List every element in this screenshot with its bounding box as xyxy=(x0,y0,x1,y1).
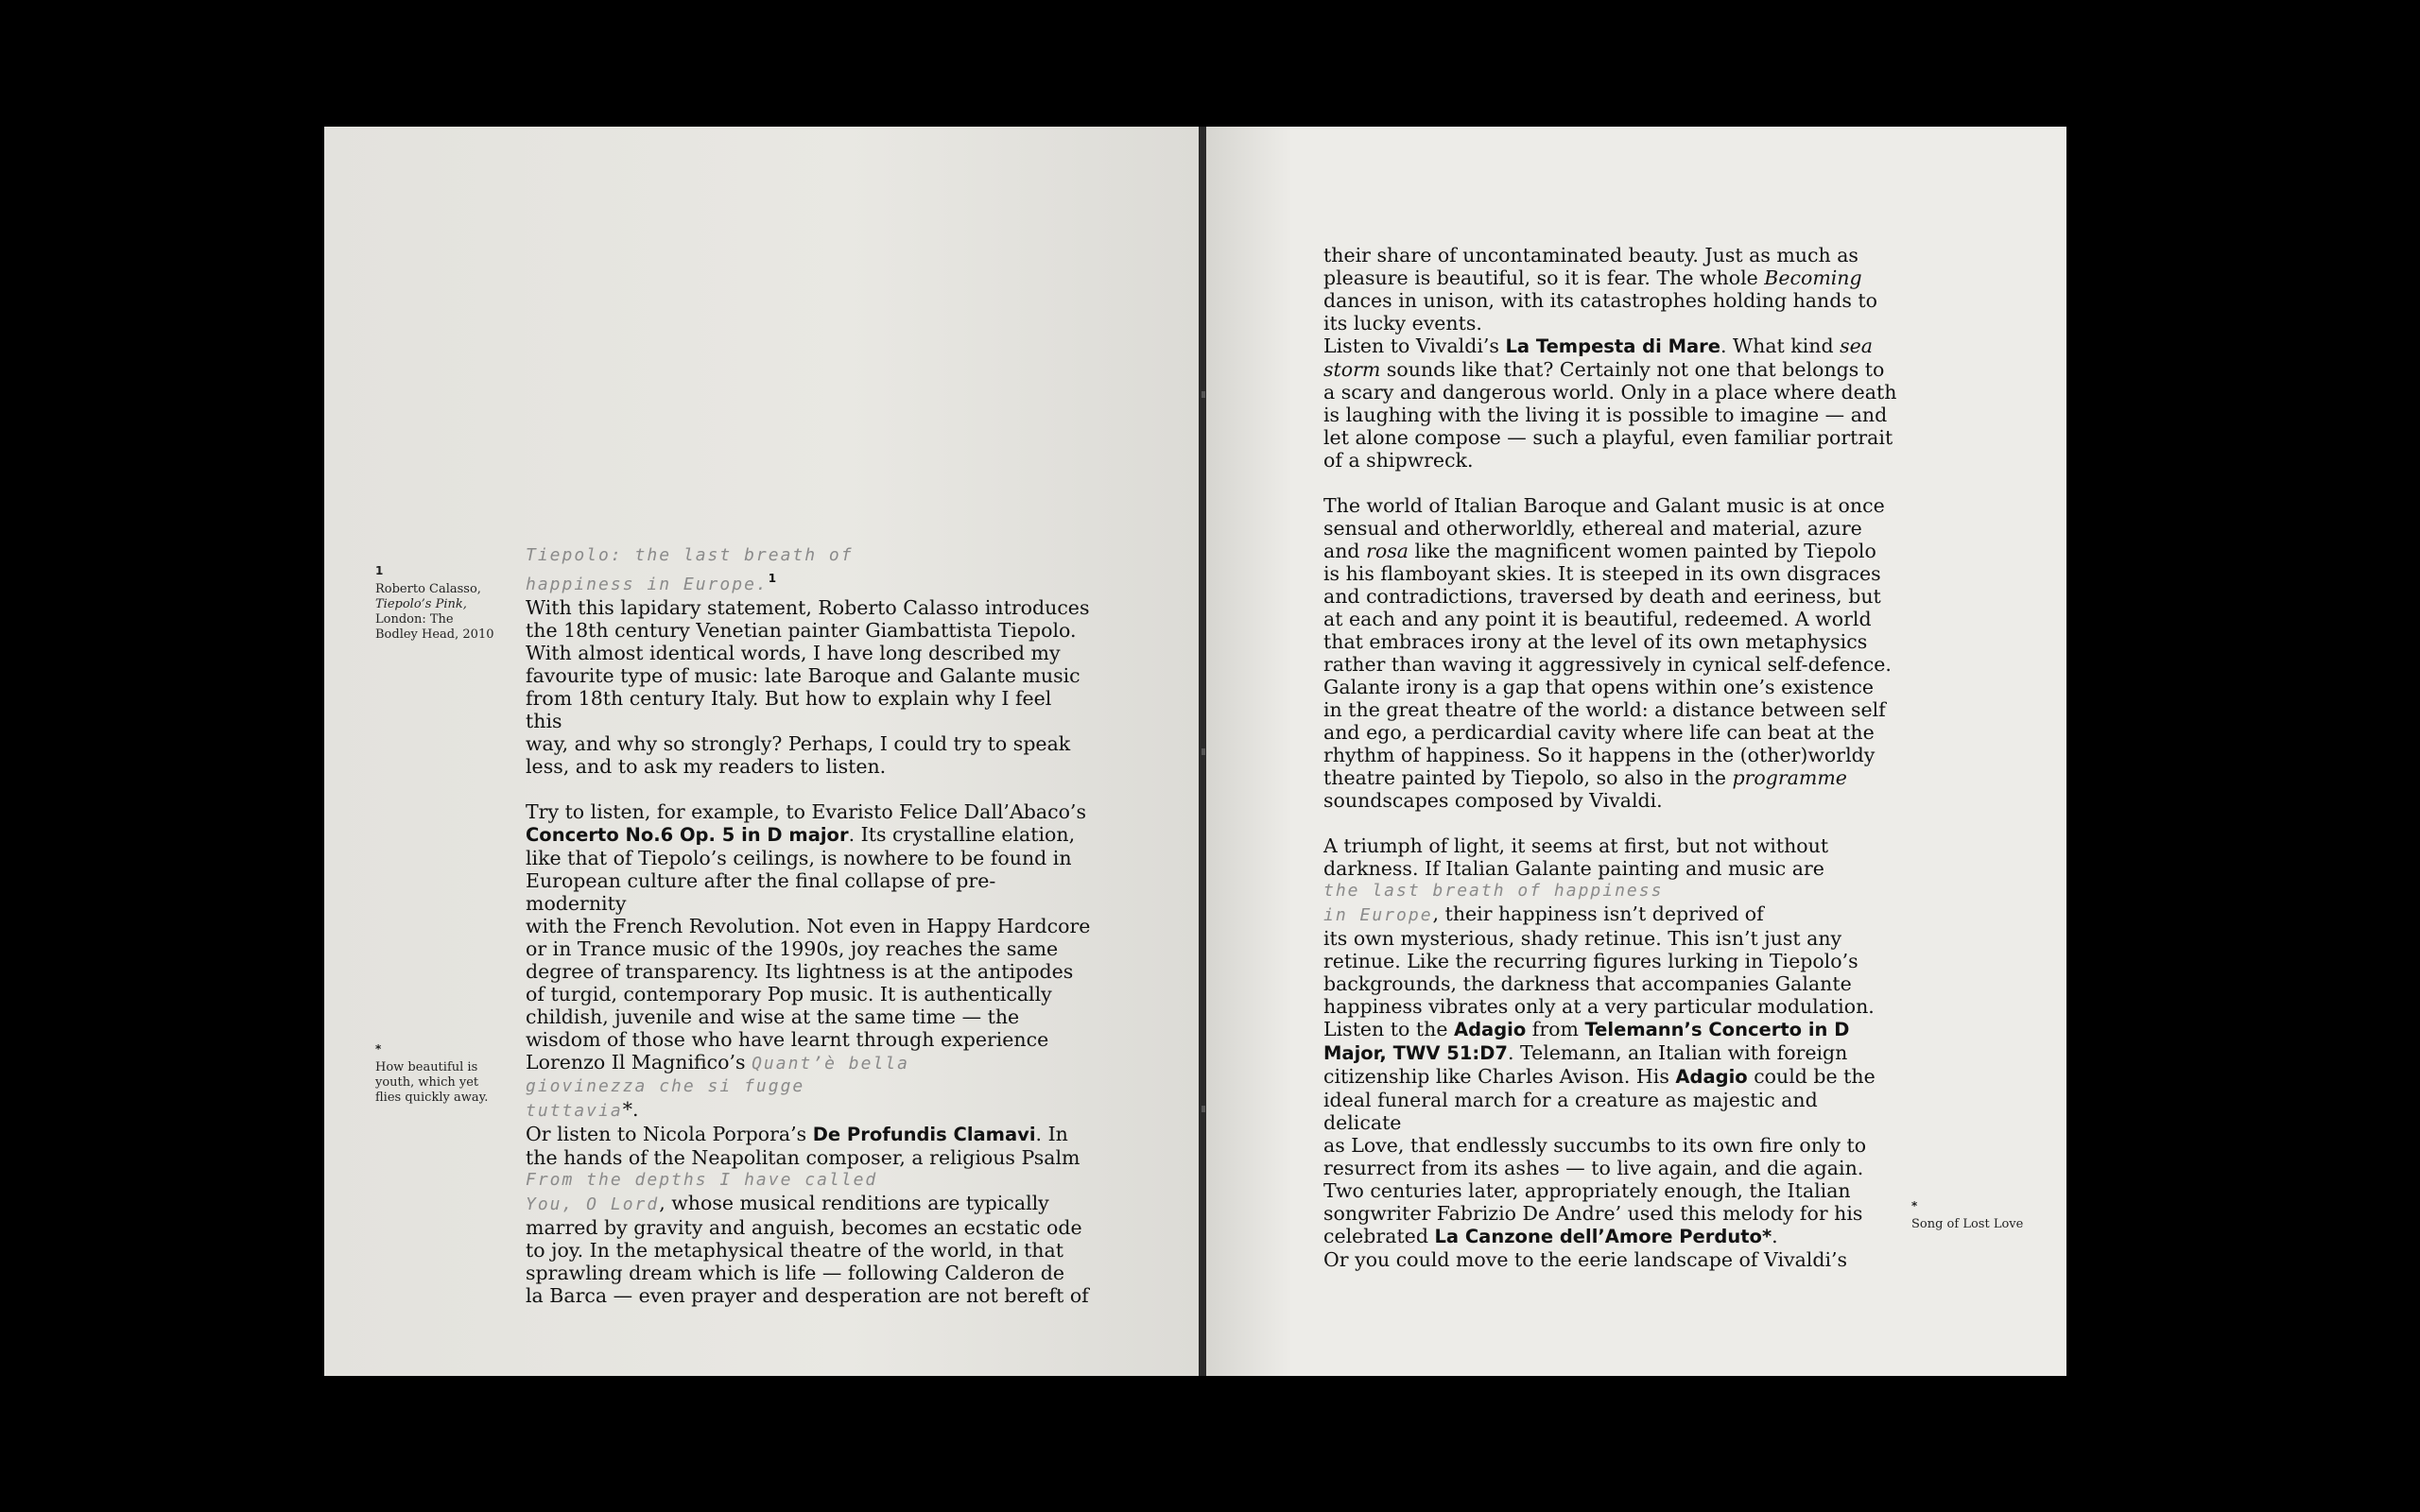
body-text: , their happiness isn’t deprived of xyxy=(1432,902,1764,925)
body-line: sprawling dream which is life — following Calderon de xyxy=(526,1261,1065,1284)
handwritten-quote: in Europe xyxy=(1323,905,1433,925)
body-line: that embraces irony at the level of its own metaphysics xyxy=(1323,630,1868,653)
body-line: ideal funeral march for a creature as majestic and delicate xyxy=(1323,1089,1818,1134)
body-line: la Barca — even prayer and desperation are not bereft of xyxy=(526,1283,1089,1307)
footnote-marker: * xyxy=(1911,1199,1918,1212)
body-line: the hands of the Neapolitan composer, a religious Psalm xyxy=(526,1145,1080,1169)
music-title: La Tempesta di Mare xyxy=(1505,335,1721,357)
body-line: With this lapidary statement, Roberto Calasso introduces xyxy=(526,595,1090,619)
body-line: With almost identical words, I have long described my xyxy=(526,641,1061,664)
emphasis: Becoming xyxy=(1764,266,1862,289)
body-text: theatre painted by Tiepolo, so also in the xyxy=(1323,766,1726,789)
body-text: , whose musical renditions are typically xyxy=(659,1191,1049,1214)
body-line: rather than waving it aggressively in cynical self-defence. xyxy=(1323,653,1892,676)
body-text: pleasure is beautiful, so it is fear. The whole xyxy=(1323,266,1758,289)
body-line: favourite type of music: late Baroque and Galante music xyxy=(526,663,1080,687)
music-title: La Canzone dell’Amore Perduto* xyxy=(1434,1226,1772,1247)
footnote-text: Roberto Calasso, xyxy=(375,582,481,596)
body-text: celebrated xyxy=(1323,1225,1428,1247)
body-text: Listen to the xyxy=(1323,1018,1448,1040)
staple-bottom xyxy=(1201,1106,1205,1112)
body-line: and contradictions, traversed by death and eeriness, but xyxy=(1323,585,1881,608)
body-line: is laughing with the living it is possible to imagine — and xyxy=(1323,404,1888,426)
body-line: The world of Italian Baroque and Galant music is at once xyxy=(1323,494,1885,517)
body-line: as Love, that endlessly succumbs to its own fire only to xyxy=(1323,1134,1867,1157)
staple-middle xyxy=(1201,748,1205,755)
left-text-column xyxy=(526,544,1093,1307)
body-text: Lorenzo Il Magnifico’s xyxy=(526,1050,746,1074)
body-line: Try to listen, for example, to Evaristo Felice Dall’Abaco’s xyxy=(526,799,1086,823)
body-text: sounds like that? Certainly not one that belongs to xyxy=(1386,358,1885,381)
body-line: like that of Tiepolo’s ceilings, is nowhere to be found in xyxy=(526,846,1072,869)
staple-top xyxy=(1201,391,1205,398)
body-line: Or you could move to the eerie landscape of Vivaldi’s xyxy=(1323,1248,1848,1271)
body-line: A triumph of light, it seems at first, but not without xyxy=(1323,834,1829,857)
body-text: *. xyxy=(622,1097,639,1121)
body-text: like the magnificent women painted by Tiepolo xyxy=(1414,540,1876,562)
handwritten-quote: happiness in Europe. xyxy=(526,574,769,594)
body-line: songwriter Fabrizio De Andre’ used this melody for his xyxy=(1323,1202,1863,1225)
body-line: with the French Revolution. Not even in Happy Hardcore xyxy=(526,914,1091,937)
body-line: Galante irony is a gap that opens within one’s existence xyxy=(1323,676,1875,698)
music-title: De Profundis Clamavi xyxy=(812,1123,1036,1145)
body-line: European culture after the final collapse of pre-modernity xyxy=(526,868,996,915)
music-title: Concerto No.6 Op. 5 in D major xyxy=(526,823,849,846)
handwritten-quote: giovinezza che si fugge xyxy=(526,1075,805,1096)
body-text: . What kind xyxy=(1720,335,1834,357)
emphasis: rosa xyxy=(1366,540,1409,562)
music-title: Adagio xyxy=(1453,1019,1527,1040)
body-line: from 18th century Italy. But how to explain why I feel this xyxy=(526,686,1052,732)
footnote-marker: * xyxy=(375,1042,382,1056)
body-line: happiness vibrates only at a very particular modulation. xyxy=(1323,995,1875,1018)
body-line: darkness. If Italian Galante painting and music are xyxy=(1323,857,1824,880)
handwritten-quote: Tiepolo: the last breath of xyxy=(526,545,854,565)
body-line: less, and to ask my readers to listen. xyxy=(526,754,887,778)
emphasis: storm xyxy=(1323,358,1381,381)
body-line: of a shipwreck. xyxy=(1323,449,1474,472)
body-line: in the great theatre of the world: a distance between self xyxy=(1323,698,1886,721)
body-line: soundscapes composed by Vivaldi. xyxy=(1323,789,1663,812)
body-line: their share of uncontaminated beauty. Just as much as xyxy=(1323,244,1858,266)
footnote-text: Bodley Head, 2010 xyxy=(375,627,494,642)
music-title: Major, TWV 51:D7 xyxy=(1323,1042,1508,1064)
body-line: marred by gravity and anguish, becomes an ecstatic ode xyxy=(526,1215,1082,1239)
body-line: Two centuries later, appropriately enough, the Italian xyxy=(1323,1179,1851,1202)
footnote-text: London: The xyxy=(375,612,454,627)
body-text: Or listen to Nicola Porpora’s xyxy=(526,1122,807,1145)
body-text: . In xyxy=(1035,1122,1068,1145)
handwritten-quote: the last breath of happiness xyxy=(1323,881,1664,901)
emphasis: sea xyxy=(1840,335,1874,357)
footnote-ref: 1 xyxy=(768,572,777,585)
body-line: at each and any point it is beautiful, redeemed. A world xyxy=(1323,608,1872,630)
footnote-book-title: Tiepolo’s Pink, xyxy=(375,597,467,611)
body-line: way, and why so strongly? Perhaps, I could try to speak xyxy=(526,731,1071,755)
body-line: of turgid, contemporary Pop music. It is authentically xyxy=(526,982,1052,1005)
body-line: sensual and otherworldly, ethereal and material, azure xyxy=(1323,517,1862,540)
body-text: from xyxy=(1531,1018,1579,1040)
body-text: Listen to Vivaldi’s xyxy=(1323,335,1499,357)
body-line: the 18th century Venetian painter Giambattista Tiepolo. xyxy=(526,618,1077,642)
footnote-text: Song of Lost Love xyxy=(1911,1217,2024,1231)
footnote-text: How beautiful is youth, which yet flies quickly away. xyxy=(375,1060,489,1105)
body-line: resurrect from its ashes — to live again, and die again. xyxy=(1323,1157,1864,1179)
body-text: . Telemann, an Italian with foreign xyxy=(1507,1041,1848,1064)
handwritten-quote: From the depths I have called xyxy=(526,1169,878,1190)
body-line: degree of transparency. Its lightness is at the antipodes xyxy=(526,959,1074,983)
body-line: to joy. In the metaphysical theatre of the world, in that xyxy=(526,1238,1063,1262)
body-line: or in Trance music of the 1990s, joy reaches the same xyxy=(526,936,1059,960)
footnote-1 xyxy=(375,563,508,643)
body-text: and xyxy=(1323,540,1360,562)
body-line: wisdom of those who have learnt through experience xyxy=(526,1027,1049,1051)
body-line: its lucky events. xyxy=(1323,312,1482,335)
body-line: dances in unison, with its catastrophes holding hands to xyxy=(1323,289,1877,312)
body-line: and ego, a perdicardial cavity where life can beat at the xyxy=(1323,721,1875,744)
body-line: childish, juvenile and wise at the same time — the xyxy=(526,1005,1020,1028)
right-text-column xyxy=(1323,244,1900,1271)
body-line: rhythm of happiness. So it happens in the (other)worldy xyxy=(1323,744,1876,766)
footnote-star-right xyxy=(1911,1198,2044,1232)
music-title: Adagio xyxy=(1675,1066,1748,1088)
body-line: is his flamboyant skies. It is steeped in its own disgraces xyxy=(1323,562,1881,585)
music-title: Telemann’s Concerto in D xyxy=(1584,1019,1850,1040)
body-text: could be the xyxy=(1754,1065,1876,1088)
body-line: backgrounds, the darkness that accompanies Galante xyxy=(1323,972,1852,995)
handwritten-quote: Quant’è bella xyxy=(752,1053,909,1074)
handwritten-quote: tuttavia xyxy=(526,1100,623,1121)
handwritten-quote: You, O Lord xyxy=(526,1194,660,1214)
body-line: retinue. Like the recurring figures lurking in Tiepolo’s xyxy=(1323,950,1858,972)
body-text: citizenship like Charles Avison. His xyxy=(1323,1065,1669,1088)
body-line: let alone compose — such a playful, even familiar portrait xyxy=(1323,426,1893,449)
emphasis: programme xyxy=(1732,766,1847,789)
body-text: . Its crystalline elation, xyxy=(848,822,1076,846)
footnote-marker: 1 xyxy=(375,564,384,577)
body-line: a scary and dangerous world. Only in a place where death xyxy=(1323,381,1897,404)
body-text: . xyxy=(1772,1225,1778,1247)
footnote-star-left xyxy=(375,1041,503,1106)
body-line: its own mysterious, shady retinue. This isn’t just any xyxy=(1323,927,1842,950)
